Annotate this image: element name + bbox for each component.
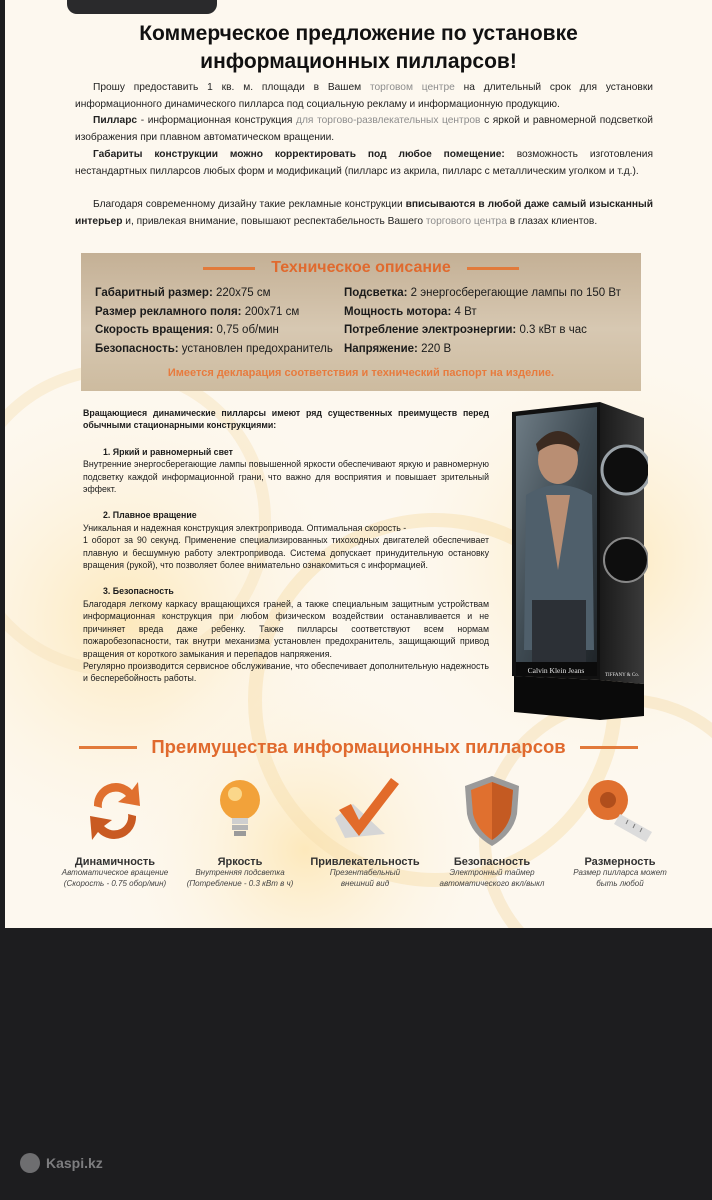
rotation-arrows-icon <box>80 770 150 852</box>
kaspi-logo-icon <box>20 1153 40 1173</box>
title-line-1: Коммерческое предложение по установке <box>139 22 578 45</box>
tech-title: Техническое описание <box>81 259 641 277</box>
paragraph-3: Габариты конструкции можно корректировать под любое помещение: возможность изготовления нестандартных пилларсов любых форм и модификаций (пилларс из акрила, пилларс с металлическим уголком и т.д.). <box>75 149 653 177</box>
checkmark-icon <box>325 770 405 852</box>
feature-size: Размерность Размер пилларса может быть любой <box>555 770 685 889</box>
declaration-note: Имеется декларация соответствия и технический паспорт на изделие. <box>167 367 555 379</box>
paragraph-4: Благодаря современному дизайну такие рекламные конструкции вписываются в любой даже самый изысканный интерьер и, привлекая внимание, повышают респектабельность Вашего торгового центра в глазах клиентов. <box>75 199 653 227</box>
light-bulb-icon <box>205 770 275 852</box>
feature-dynamics: Динамичность Автоматическое вращение (Скорость - 0.75 обор/мин) <box>50 770 180 889</box>
feature-safety: Безопасность Электронный таймер автоматического вкл/выкл <box>427 770 557 889</box>
pillar-photo <box>508 400 648 722</box>
paragraph-2: Пилларс - информационная конструкция для торгово-развлекательных центров с яркой и равномерной подсветкой изображения при плавном автоматическом вращении. <box>75 115 653 143</box>
watermark: Kaspi.kz <box>20 1153 103 1173</box>
tech-description-panel <box>81 253 641 391</box>
tech-specs-right: Подсветка: 2 энергосберегающие лампы по 150 Вт Мощность мотора: 4 Вт Потребление электроэнергии: 0.3 кВт в час Напряжение: 220 В <box>344 287 621 355</box>
shield-icon <box>457 770 527 852</box>
feature-brightness: Яркость Внутренняя подсветка (Потребление - 0.3 кВт в ч) <box>175 770 305 889</box>
tech-specs-left: Габаритный размер: 220x75 см Размер рекламного поля: 200x71 см Скорость вращения: 0,75 об/мин Безопасность: установлен предохранитель <box>95 287 333 355</box>
top-overlay <box>67 0 217 14</box>
feature-attractiveness: Привлекательность Презентабельный внешний вид <box>300 770 430 889</box>
title-line-2: информационных пилларсов! <box>200 50 517 73</box>
paragraph-1: Прошу предоставить 1 кв. м. площади в Вашем торговом центре на длительный срок для установки информационного динамического пилларса под социальную рекламу и информационную продукцию. <box>75 82 653 110</box>
benefits-title: Преимущества информационных пилларсов <box>5 736 712 758</box>
tape-measure-icon <box>580 770 660 852</box>
advantages-text: Вращающиеся динамические пилларсы имеют ряд существенных преимуществ перед обычными стационарными конструкциями: 1. Яркий и равномерный свет Внутренние энергосберегающие лампы повышенной яркости обеспечивают яркую и равномерную подсветку каждой информационной грани, что важно для восприятия и повышает зрительный эффект. 2. Плавное вращение Уникальная и надежная конструкция электропривода. Оптимальная скорость - 1 оборот за 90 секунд. Применение специализированных тихоходных двигателей обеспечивает плавную и бесшумную работу электропривода. Система допускает принудительную остановку вращения (рукой), что позволяет более внимательно ознакомиться с информацией. 3. Безопасность Благодаря легкому каркасу вращающихся граней, а также специальным защитным устройствам информационная конструкция при любом физическом воздействии останавливается и не причиняет вреда даже ребенку. Также пилларсы соответствуют всем нормам пожаробезопасности, так внутри механизма установлен предохранитель, защищающий привод вращения от короткого замыкания и перепадов напряжения. Регулярно производится сервисное обслуживание, что обеспечивает дополнительную надежность и бесперебойность работы. <box>83 408 489 684</box>
pillar-side-brand-text: TIFFANY & Co. <box>604 673 640 678</box>
document-image <box>5 0 712 928</box>
pillar-brand-text: Calvin Klein Jeans <box>527 666 585 675</box>
